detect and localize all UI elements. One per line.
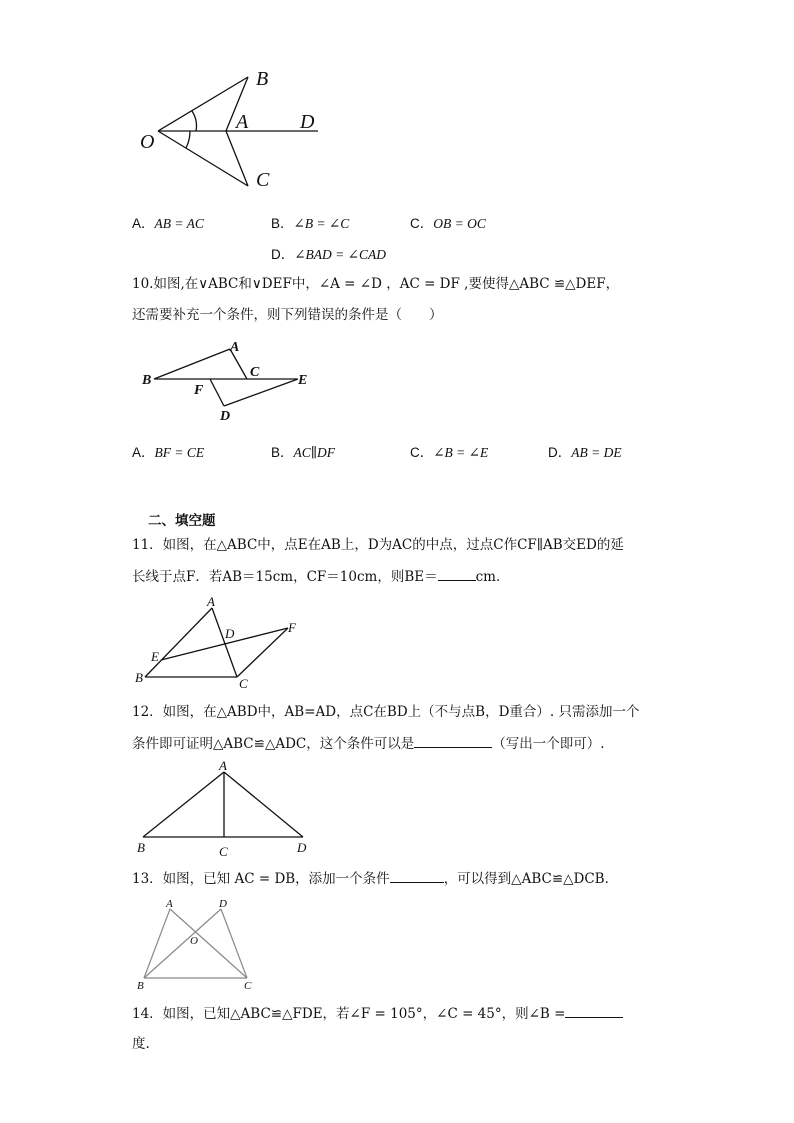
label-a: A (230, 340, 240, 355)
q14-stem-line1: 14．如图，已知△ABC≌△FDE，若∠F = 105°，∠C = 45°，则∠B = (132, 1003, 623, 1024)
label-c: C (244, 980, 252, 992)
q12-stem-line1: 12．如图，在△ABD中，AB=AD，点C在BD上（不与点B，D重合）. 只需添加一个 (132, 704, 640, 720)
angle-mark-top (192, 111, 197, 131)
label-b: B (137, 840, 145, 855)
segment-ab (144, 909, 170, 978)
segment-ob (158, 77, 248, 131)
q10-stem-line1: 10.如图,在∨ABC和∨DEF中，∠A = ∠D ，AC = DF ,要使得△ABC ≌△DEF， (132, 276, 620, 292)
label-c: C (239, 676, 248, 691)
segment-cf (237, 628, 288, 677)
q13-stem-line: 13．如图，已知 AC = DB，添加一个条件 ，可以得到△ABC≌△DCB． (132, 868, 618, 889)
figure-q11 (132, 594, 312, 692)
label-c: C (250, 365, 260, 380)
segment-ac (170, 909, 247, 978)
label-b: B (142, 373, 152, 388)
label-b: B (137, 980, 144, 992)
q9-option-d[interactable]: D．∠BAD = ∠CAD (271, 247, 386, 262)
label-f: F (288, 620, 296, 635)
segment-ab (143, 772, 224, 837)
label-o: O (190, 935, 198, 947)
segment-de (224, 379, 298, 406)
q13-answer-blank[interactable] (390, 868, 444, 883)
q10-option-c[interactable]: C．∠B = ∠E (410, 445, 489, 460)
segment-oc (158, 131, 248, 186)
label-c: C (219, 844, 228, 859)
label-a: A (207, 594, 215, 609)
figure-q10 (138, 336, 318, 426)
segment-ba (154, 349, 230, 379)
q10-option-a[interactable]: A．BF = CE (132, 445, 205, 460)
q11-stem-line1: 11．如图，在△ABC中，点E在AB上，D为AC的中点，过点C作CF∥AB交ED的延 (132, 537, 624, 553)
q12-answer-blank[interactable] (414, 733, 492, 748)
segment-ca (226, 131, 248, 186)
segment-ad (224, 772, 303, 837)
figure-q12 (132, 756, 322, 862)
q10-option-d[interactable]: D．AB = DE (548, 445, 622, 460)
section-title-fill-in: 二、填空题 (148, 513, 216, 529)
q14-stem-line2: 度. (132, 1036, 150, 1052)
q12-stem-line2: 条件即可证明△ABC≌△ADC，这个条件可以是 （写出一个即可）. (132, 733, 605, 754)
q9-option-a[interactable]: A．AB = AC (132, 216, 204, 231)
segment-ac (212, 608, 237, 677)
segment-fd (210, 379, 224, 406)
figure-q13 (134, 895, 264, 995)
q10-stem-line2: 还需要补充一个条件，则下列错误的条件是（ ） (132, 307, 443, 323)
label-d: D (225, 626, 235, 641)
label-d: D (297, 840, 307, 855)
label-c: C (256, 169, 270, 191)
label-f: F (194, 383, 204, 398)
q11-stem-line2: 长线于点F．若AB＝15cm，CF＝10cm，则BE＝ cm． (132, 566, 509, 587)
label-o: O (140, 131, 155, 153)
figure-q9 (130, 60, 330, 200)
segment-ab (145, 608, 212, 677)
q9-option-b[interactable]: B．∠B = ∠C (271, 216, 350, 231)
label-d: D (219, 898, 227, 910)
label-a: A (236, 111, 249, 133)
q10-option-b[interactable]: B．AC∥DF (271, 445, 335, 460)
label-a: A (219, 758, 227, 773)
label-b: B (135, 670, 143, 685)
label-d: D (300, 111, 315, 133)
label-e: E (151, 649, 159, 664)
segment-db (144, 909, 221, 978)
q14-answer-blank[interactable] (565, 1003, 623, 1018)
q11-answer-blank[interactable] (438, 566, 476, 581)
label-d: D (220, 409, 231, 424)
segment-dc (221, 909, 247, 978)
label-e: E (298, 373, 308, 388)
label-a: A (166, 898, 173, 910)
label-b: B (256, 68, 269, 90)
q9-option-c[interactable]: C．OB = OC (410, 216, 486, 231)
angle-mark-bottom (186, 131, 190, 148)
